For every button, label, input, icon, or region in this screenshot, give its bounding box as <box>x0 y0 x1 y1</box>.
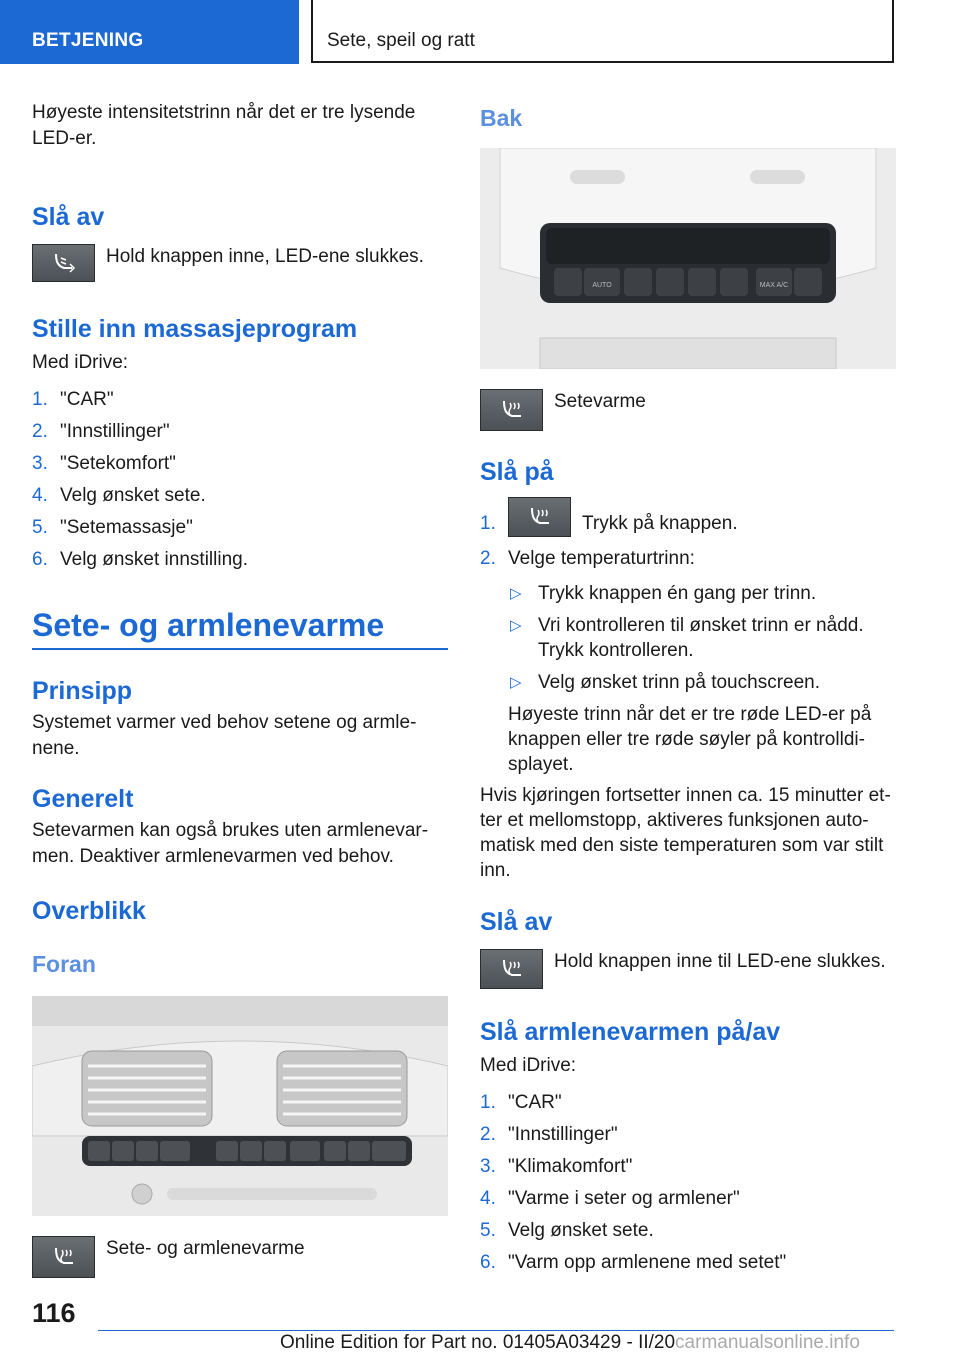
step-1: 1. Trykk på knappen. <box>480 497 896 539</box>
front-heading: Foran <box>32 951 96 977</box>
list-item: ▷ Trykk knappen én gang per trinn. <box>510 583 817 604</box>
intro-text: Høyeste intensitetstrinn når det er tre lysende LED-er. <box>32 102 416 149</box>
page-number: 116 <box>32 1298 76 1328</box>
front-console-photo <box>32 996 448 1216</box>
rear-off-text: Hold knappen inne til LED-ene slukkes. <box>554 951 886 972</box>
front-caption-row <box>32 1236 448 1300</box>
rear-caption: Setevarme <box>554 391 646 412</box>
continue-text: Hvis kjøringen fortsetter innen ca. 15 minutter et-ter et mellomstopp, aktiveres funksjonen auto-matisk med den siste temperaturen som var stilt inn. <box>480 785 891 881</box>
list-item: 3. "Klimakomfort" <box>480 1156 633 1177</box>
panel-auto-label: AUTO <box>592 282 612 289</box>
overview-heading: Overblikk <box>32 897 146 925</box>
massage-button-icon <box>32 244 95 282</box>
list-item: 2. Velge temperaturtrinn: <box>480 548 695 569</box>
main-heading: Sete- og armlenevarme <box>32 606 448 650</box>
list-item: 1. "CAR" <box>32 389 114 410</box>
seat-heating-icon <box>480 389 543 431</box>
off-instruction <box>32 244 448 308</box>
on-heading: Slå på <box>480 458 554 486</box>
left-column <box>32 100 448 1300</box>
list-item: 1. "CAR" <box>480 1092 562 1113</box>
list-item: 3. "Setekomfort" <box>32 453 176 474</box>
seat-heating-icon <box>32 1236 95 1278</box>
chapter-title: Sete, speil og ratt <box>327 30 475 51</box>
list-item: 5. "Setemassasje" <box>32 517 193 538</box>
list-item: 6. "Varm opp armlenene med setet" <box>480 1252 787 1273</box>
armrest-intro: Med iDrive: <box>480 1055 577 1076</box>
list-item: 6. Velg ønsket innstilling. <box>32 549 248 570</box>
footer-divider <box>98 1330 894 1331</box>
list-item: ▷ Velg ønsket trinn på touchscreen. <box>510 672 820 693</box>
massage-heading: Stille inn massasjeprogram <box>32 315 358 343</box>
footer-edition: Online Edition for Part no. 01405A03429 - II/20carmanualsonline.info <box>280 1332 860 1353</box>
list-item: 4. "Varme i seter og armlener" <box>480 1188 740 1209</box>
section-tab <box>0 0 299 64</box>
general-text: Setevarmen kan også brukes uten armlenevar-men. Deaktiver armlenevarmen ved behov. <box>32 820 429 867</box>
list-item: ▷ Vri kontrolleren til ønsket trinn er nådd. Trykk kontrolleren. <box>510 615 864 661</box>
front-caption: Sete- og armlenevarme <box>106 1238 305 1259</box>
seat-heating-icon <box>508 497 571 537</box>
armrest-steps <box>480 1087 896 1279</box>
list-item: 5. Velg ønsket sete. <box>480 1220 654 1241</box>
sub-steps <box>480 581 896 695</box>
panel-max-ac-label: MAX A/C <box>759 282 789 289</box>
chapter-header <box>311 0 894 63</box>
step-2-note: Høyeste trinn når det er tre røde LED-er på knappen eller tre røde søyler på kontrolldi-splayet. <box>508 704 872 775</box>
massage-steps <box>32 384 448 576</box>
step-2 <box>480 543 896 575</box>
list-item: 4. Velg ønsket sete. <box>32 485 206 506</box>
rear-off-instruction <box>480 949 896 1005</box>
rear-console-photo <box>480 148 896 369</box>
principle-heading: Prinsipp <box>32 677 133 705</box>
rear-heading: Bak <box>480 105 523 131</box>
seat-heating-icon <box>480 949 543 989</box>
armrest-heading: Slå armlenevarmen på/av <box>480 1018 781 1046</box>
principle-text: Systemet varmer ved behov setene og armle-nene. <box>32 712 417 759</box>
footer-watermark: carmanualsonline.info <box>675 1332 860 1353</box>
list-item: 2. "Innstillinger" <box>480 1124 618 1145</box>
general-heading: Generelt <box>32 785 134 813</box>
right-column <box>480 100 896 1279</box>
off-text: Hold knappen inne, LED-ene slukkes. <box>106 246 424 267</box>
rear-off-heading: Slå av <box>480 908 553 936</box>
off-heading: Slå av <box>32 203 105 231</box>
rear-caption-row <box>480 389 896 447</box>
list-item: 2. "Innstillinger" <box>32 421 170 442</box>
massage-intro: Med iDrive: <box>32 352 129 373</box>
section-title: BETJENING <box>32 30 144 51</box>
